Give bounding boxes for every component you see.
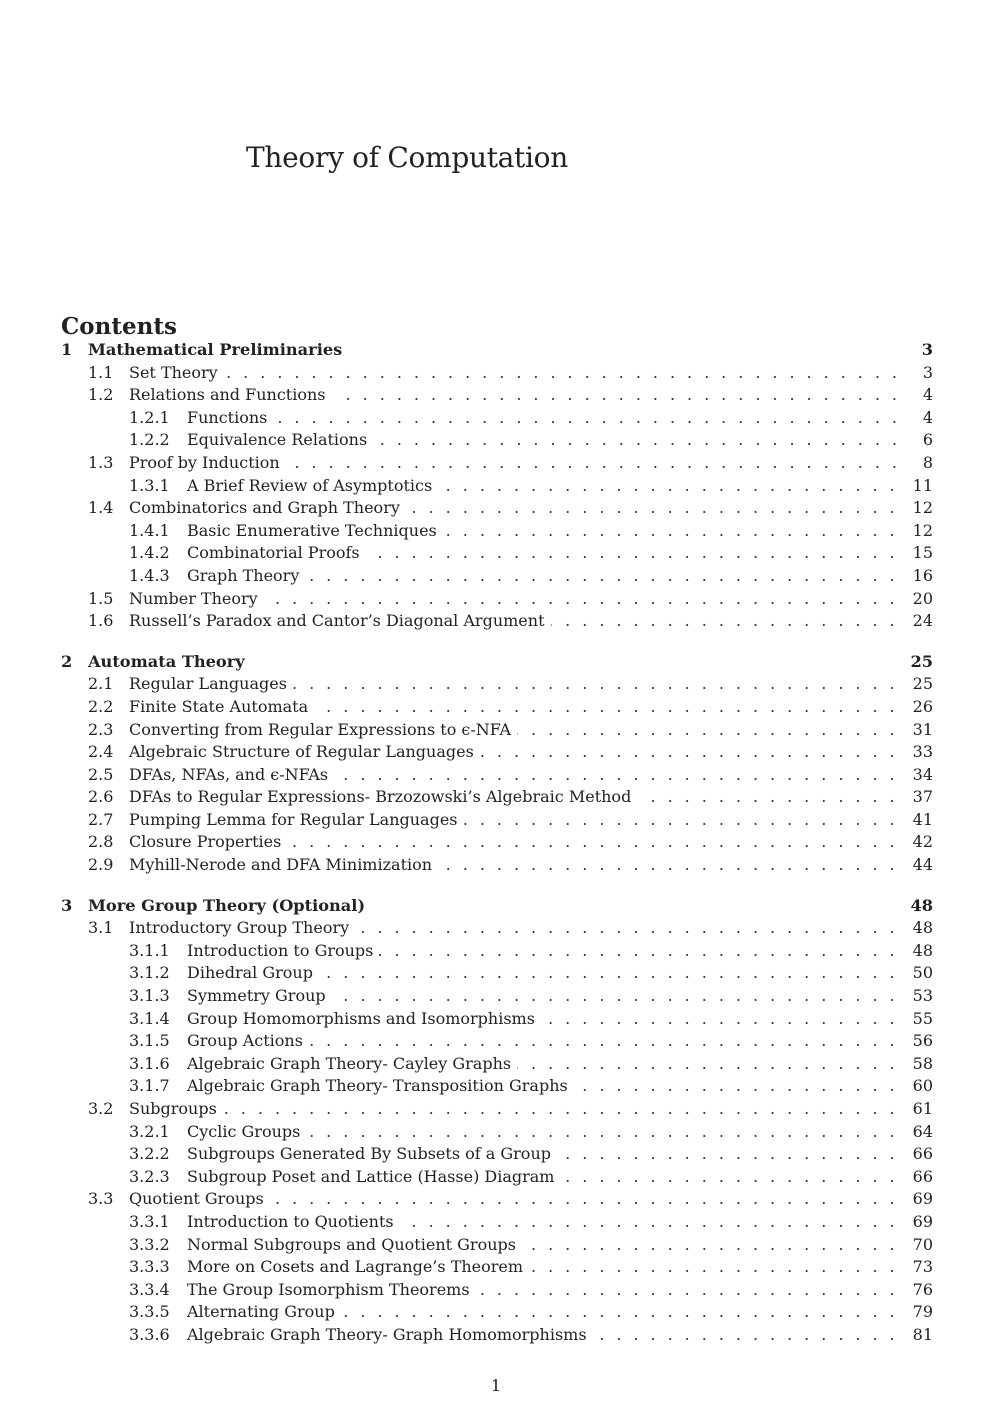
toc-entry-title: Combinatorial Proofs — [187, 543, 360, 563]
toc-dot-leader — [593, 1324, 895, 1347]
toc-subsection-entry[interactable] — [61, 962, 933, 985]
toc-entry-page: 34 — [912, 764, 933, 784]
toc-entry-page: 31 — [912, 719, 933, 739]
toc-entry-page: 56 — [912, 1031, 933, 1051]
toc-section-entry[interactable] — [61, 1188, 933, 1211]
toc-entry-title: Algebraic Structure of Regular Languages — [129, 742, 474, 762]
toc-entry-title: Alternating Group — [187, 1302, 335, 1322]
toc-entry-title: Proof by Induction — [129, 452, 280, 472]
toc-entry-number: 1.4.1 — [129, 520, 170, 540]
toc-subsection-entry[interactable] — [61, 520, 933, 543]
toc-entry-page: 20 — [912, 588, 933, 608]
toc-chapter-title: Automata Theory — [88, 651, 245, 671]
table-of-contents — [61, 339, 933, 1365]
toc-dot-leader — [551, 610, 895, 633]
toc-dot-leader — [522, 1234, 895, 1257]
toc-entry-number: 3.3.4 — [129, 1279, 170, 1299]
toc-dot-leader — [560, 1166, 894, 1189]
document-title: Theory of Computation — [246, 140, 568, 174]
toc-entry-number: 3.1.3 — [129, 986, 170, 1006]
toc-entry-title: Algebraic Graph Theory- Cayley Graphs — [187, 1053, 512, 1073]
toc-dot-leader — [293, 673, 895, 696]
toc-entry-page: 42 — [912, 832, 933, 852]
toc-dot-leader — [637, 786, 894, 809]
toc-entry-number: 1.4 — [88, 498, 114, 518]
toc-entry-title: Basic Enumerative Techniques — [187, 520, 437, 540]
toc-entry-title: Group Homomorphisms and Isomorphisms — [187, 1008, 535, 1028]
toc-entry-title: Relations and Functions — [129, 385, 326, 405]
toc-subsection-entry[interactable] — [61, 1166, 933, 1189]
toc-chapter-page: 25 — [910, 651, 933, 671]
toc-subsection-entry[interactable] — [61, 429, 933, 452]
toc-dot-leader — [464, 809, 895, 832]
toc-entry-title: Graph Theory — [187, 565, 300, 585]
toc-dot-leader — [438, 854, 895, 877]
toc-entry-number: 2.9 — [88, 855, 114, 875]
toc-subsection-entry[interactable] — [61, 542, 933, 565]
toc-entry-page: 66 — [912, 1144, 933, 1164]
toc-entry-number: 3.1 — [88, 918, 114, 938]
toc-entry-page: 4 — [922, 407, 933, 427]
toc-entry-title: Dihedral Group — [187, 963, 313, 983]
toc-entry-page: 6 — [922, 430, 933, 450]
toc-dot-leader — [574, 1075, 895, 1098]
toc-entry-title: Introduction to Quotients — [187, 1211, 394, 1231]
toc-entry-title: DFAs to Regular Expressions- Brzozowski’s Algebraic Method — [129, 787, 632, 807]
toc-entry-page: 4 — [922, 385, 933, 405]
toc-entry-title: Subgroups Generated By Subsets of a Group — [187, 1144, 551, 1164]
toc-dot-leader — [270, 1188, 895, 1211]
toc-entry-page: 69 — [912, 1211, 933, 1231]
toc-dot-leader — [406, 497, 895, 520]
toc-entry-title: More on Cosets and Lagrange’s Theorem — [187, 1257, 524, 1277]
toc-dot-leader — [305, 565, 894, 588]
toc-entry-page: 64 — [912, 1121, 933, 1141]
toc-entry-page: 24 — [912, 611, 933, 631]
toc-chapter — [61, 339, 933, 633]
toc-entry-page: 79 — [912, 1302, 933, 1322]
toc-entry-number: 3.3 — [88, 1189, 114, 1209]
toc-dot-leader — [332, 985, 895, 1008]
toc-section-entry[interactable] — [61, 384, 933, 407]
toc-entry-page: 25 — [912, 674, 933, 694]
toc-entry-page: 33 — [912, 742, 933, 762]
toc-subsection-entry[interactable] — [61, 1075, 933, 1098]
toc-dot-leader — [438, 475, 894, 498]
toc-dot-leader — [476, 1279, 895, 1302]
toc-entry-page: 41 — [912, 809, 933, 829]
toc-entry-number: 1.6 — [88, 611, 114, 631]
toc-entry-number: 3.2 — [88, 1099, 114, 1118]
toc-entry-number: 1.2.1 — [129, 407, 170, 427]
toc-entry-number: 3.3.1 — [129, 1211, 170, 1231]
toc-entry-number: 3.1.1 — [129, 940, 170, 960]
toc-section-entry[interactable] — [61, 917, 933, 940]
toc-chapter-number: 1 — [61, 340, 73, 359]
toc-chapter — [61, 651, 933, 877]
toc-entry-title: Functions — [187, 407, 268, 427]
toc-entry-number: 3.2.1 — [129, 1121, 170, 1141]
toc-entry-number: 2.7 — [88, 809, 114, 829]
toc-entry-number: 3.3.6 — [129, 1324, 170, 1344]
toc-chapter-entry[interactable] — [61, 895, 933, 918]
toc-dot-leader — [517, 719, 895, 742]
page-number: 1 — [490, 1376, 502, 1395]
toc-entry-title: Cyclic Groups — [187, 1121, 301, 1141]
toc-entry-title: Group Actions — [187, 1031, 303, 1051]
toc-entry-title: Algebraic Graph Theory- Transposition Graphs — [187, 1076, 568, 1096]
toc-dot-leader — [334, 764, 895, 787]
toc-entry-title: Introduction to Groups — [187, 940, 374, 960]
toc-section-entry[interactable] — [61, 854, 933, 877]
toc-chapter-number: 3 — [61, 895, 73, 915]
toc-entry-title: Finite State Automata — [129, 696, 309, 716]
toc-entry-title: Subgroup Poset and Lattice (Hasse) Diagram — [187, 1166, 555, 1186]
toc-entry-number: 2.1 — [88, 674, 114, 694]
toc-entry-number: 1.2.2 — [129, 430, 170, 450]
toc-section-entry[interactable] — [61, 719, 933, 742]
toc-entry-page: 11 — [912, 475, 933, 495]
toc-subsection-entry[interactable] — [61, 1053, 933, 1076]
toc-entry-page: 48 — [912, 918, 933, 938]
toc-entry-title: Closure Properties — [129, 832, 282, 852]
toc-entry-number: 3.2.3 — [129, 1166, 170, 1186]
toc-entry-number: 1.2 — [88, 385, 114, 405]
toc-dot-leader — [319, 962, 895, 985]
toc-entry-title: Converting from Regular Expressions to ϵ-NFA — [129, 719, 512, 739]
toc-subsection-entry[interactable] — [61, 940, 933, 963]
toc-entry-page: 50 — [912, 963, 933, 983]
toc-entry-number: 3.1.4 — [129, 1008, 170, 1028]
toc-dot-leader — [306, 1121, 894, 1144]
toc-entry-title: Symmetry Group — [187, 986, 326, 1006]
toc-section-entry[interactable] — [61, 610, 933, 633]
toc-dot-leader — [287, 831, 894, 854]
toc-entry-page: 53 — [912, 986, 933, 1006]
toc-dot-leader — [224, 362, 897, 385]
toc-entry-title: Regular Languages — [129, 674, 287, 694]
toc-subsection-entry[interactable] — [61, 1234, 933, 1257]
toc-entry-number: 1.3.1 — [129, 475, 170, 495]
toc-section-entry[interactable] — [61, 831, 933, 854]
toc-chapter — [61, 895, 933, 1347]
toc-subsection-entry[interactable] — [61, 1143, 933, 1166]
toc-entry-page: 37 — [912, 787, 933, 807]
toc-entry-number: 3.1.7 — [129, 1076, 170, 1096]
toc-dot-leader — [480, 741, 895, 764]
toc-entry-page: 69 — [912, 1189, 933, 1209]
toc-dot-leader — [517, 1053, 895, 1076]
toc-entry-title: Combinatorics and Graph Theory — [129, 498, 400, 518]
toc-section-entry[interactable] — [61, 809, 933, 832]
toc-entry-number: 3.3.2 — [129, 1234, 170, 1254]
toc-entry-title: The Group Isomorphism Theorems — [187, 1279, 470, 1299]
toc-entry-page: 44 — [912, 855, 933, 875]
contents-heading: Contents — [61, 313, 177, 341]
toc-subsection-entry[interactable] — [61, 1030, 933, 1053]
toc-chapter-number: 2 — [61, 651, 73, 671]
toc-entry-page: 8 — [922, 452, 933, 472]
toc-entry-number: 1.3 — [88, 452, 114, 472]
toc-entry-page: 3 — [922, 362, 933, 382]
toc-chapter-title: Mathematical Preliminaries — [88, 340, 343, 359]
toc-entry-page: 70 — [912, 1234, 933, 1254]
toc-subsection-entry[interactable] — [61, 1324, 933, 1347]
toc-entry-title: Number Theory — [129, 588, 258, 608]
toc-subsection-entry[interactable] — [61, 1121, 933, 1144]
toc-entry-title: DFAs, NFAs, and ϵ-NFAs — [129, 764, 329, 784]
toc-dot-leader — [373, 429, 897, 452]
toc-entry-page: 66 — [912, 1166, 933, 1186]
toc-dot-leader — [541, 1008, 895, 1031]
toc-entry-number: 1.4.3 — [129, 565, 170, 585]
toc-dot-leader — [529, 1256, 895, 1279]
toc-subsection-entry[interactable] — [61, 475, 933, 498]
toc-dot-leader — [309, 1030, 895, 1053]
toc-section-entry[interactable] — [61, 696, 933, 719]
toc-dot-leader — [223, 1098, 895, 1121]
toc-subsection-entry[interactable] — [61, 1256, 933, 1279]
toc-section-entry[interactable] — [61, 497, 933, 520]
toc-dot-leader — [273, 407, 897, 430]
toc-subsection-entry[interactable] — [61, 1279, 933, 1302]
toc-entry-title: Equivalence Relations — [187, 430, 368, 450]
toc-section-entry[interactable] — [61, 588, 933, 611]
toc-chapter-title: More Group Theory (Optional) — [88, 895, 366, 915]
toc-subsection-entry[interactable] — [61, 1211, 933, 1234]
toc-dot-leader — [314, 696, 895, 719]
toc-entry-number: 2.2 — [88, 696, 114, 716]
toc-entry-page: 58 — [912, 1053, 933, 1073]
toc-section-entry[interactable] — [61, 362, 933, 385]
toc-entry-number: 2.6 — [88, 787, 114, 807]
toc-entry-number: 1.1 — [88, 362, 114, 382]
toc-entry-number: 3.2.2 — [129, 1144, 170, 1164]
toc-dot-leader — [332, 384, 898, 407]
toc-chapter-page: 3 — [921, 340, 933, 359]
toc-subsection-entry[interactable] — [61, 1008, 933, 1031]
toc-entry-page: 76 — [912, 1279, 933, 1299]
toc-entry-title: Pumping Lemma for Regular Languages — [129, 809, 458, 829]
toc-section-entry[interactable] — [61, 1098, 933, 1121]
toc-entry-title: A Brief Review of Asymptotics — [187, 475, 433, 495]
toc-dot-leader — [341, 1301, 895, 1324]
toc-subsection-entry[interactable] — [61, 565, 933, 588]
toc-entry-title: Subgroups — [129, 1099, 217, 1118]
toc-dot-leader — [366, 542, 895, 565]
toc-entry-title: Myhill-Nerode and DFA Minimization — [129, 855, 433, 875]
toc-entry-number: 3.3.3 — [129, 1257, 170, 1277]
toc-entry-title: Normal Subgroups and Quotient Groups — [187, 1234, 516, 1254]
toc-dot-leader — [264, 588, 895, 611]
toc-entry-page: 81 — [912, 1324, 933, 1344]
toc-entry-number: 2.3 — [88, 719, 114, 739]
toc-entry-number: 2.4 — [88, 742, 114, 762]
toc-entry-number: 3.1.2 — [129, 963, 170, 983]
toc-entry-page: 73 — [912, 1257, 933, 1277]
toc-subsection-entry[interactable] — [61, 407, 933, 430]
toc-entry-page: 48 — [912, 940, 933, 960]
toc-entry-number: 3.3.5 — [129, 1302, 170, 1322]
toc-entry-page: 12 — [912, 498, 933, 518]
toc-entry-number: 2.8 — [88, 832, 114, 852]
toc-dot-leader — [355, 917, 895, 940]
toc-chapter-entry[interactable] — [61, 339, 933, 362]
toc-dot-leader — [557, 1143, 895, 1166]
toc-section-entry[interactable] — [61, 673, 933, 696]
toc-dot-leader — [443, 520, 895, 543]
toc-entry-page: 15 — [912, 543, 933, 563]
toc-chapter-page: 48 — [910, 895, 933, 915]
toc-entry-number: 1.5 — [88, 588, 114, 608]
toc-entry-title: Algebraic Graph Theory- Graph Homomorphisms — [187, 1324, 587, 1344]
toc-entry-title: Quotient Groups — [129, 1189, 264, 1209]
toc-entry-page: 61 — [912, 1099, 933, 1118]
toc-entry-title: Set Theory — [129, 362, 218, 382]
toc-entry-number: 3.1.6 — [129, 1053, 170, 1073]
toc-entry-title: Russell’s Paradox and Cantor’s Diagonal Argument — [129, 611, 545, 631]
toc-section-entry[interactable] — [61, 764, 933, 787]
toc-section-entry[interactable] — [61, 786, 933, 809]
toc-subsection-entry[interactable] — [61, 985, 933, 1008]
toc-entry-number: 3.1.5 — [129, 1031, 170, 1051]
toc-entry-page: 12 — [912, 520, 933, 540]
toc-entry-title: Introductory Group Theory — [129, 918, 350, 938]
toc-entry-page: 16 — [912, 565, 933, 585]
toc-subsection-entry[interactable] — [61, 1301, 933, 1324]
toc-dot-leader — [379, 940, 894, 963]
toc-entry-page: 60 — [912, 1076, 933, 1096]
toc-dot-leader — [400, 1211, 895, 1234]
toc-entry-page: 55 — [912, 1008, 933, 1028]
toc-entry-number: 2.5 — [88, 764, 114, 784]
toc-section-entry[interactable] — [61, 452, 933, 475]
toc-dot-leader — [286, 452, 897, 475]
toc-section-entry[interactable] — [61, 741, 933, 764]
toc-chapter-entry[interactable] — [61, 651, 933, 674]
toc-entry-page: 26 — [912, 696, 933, 716]
toc-entry-number: 1.4.2 — [129, 543, 170, 563]
